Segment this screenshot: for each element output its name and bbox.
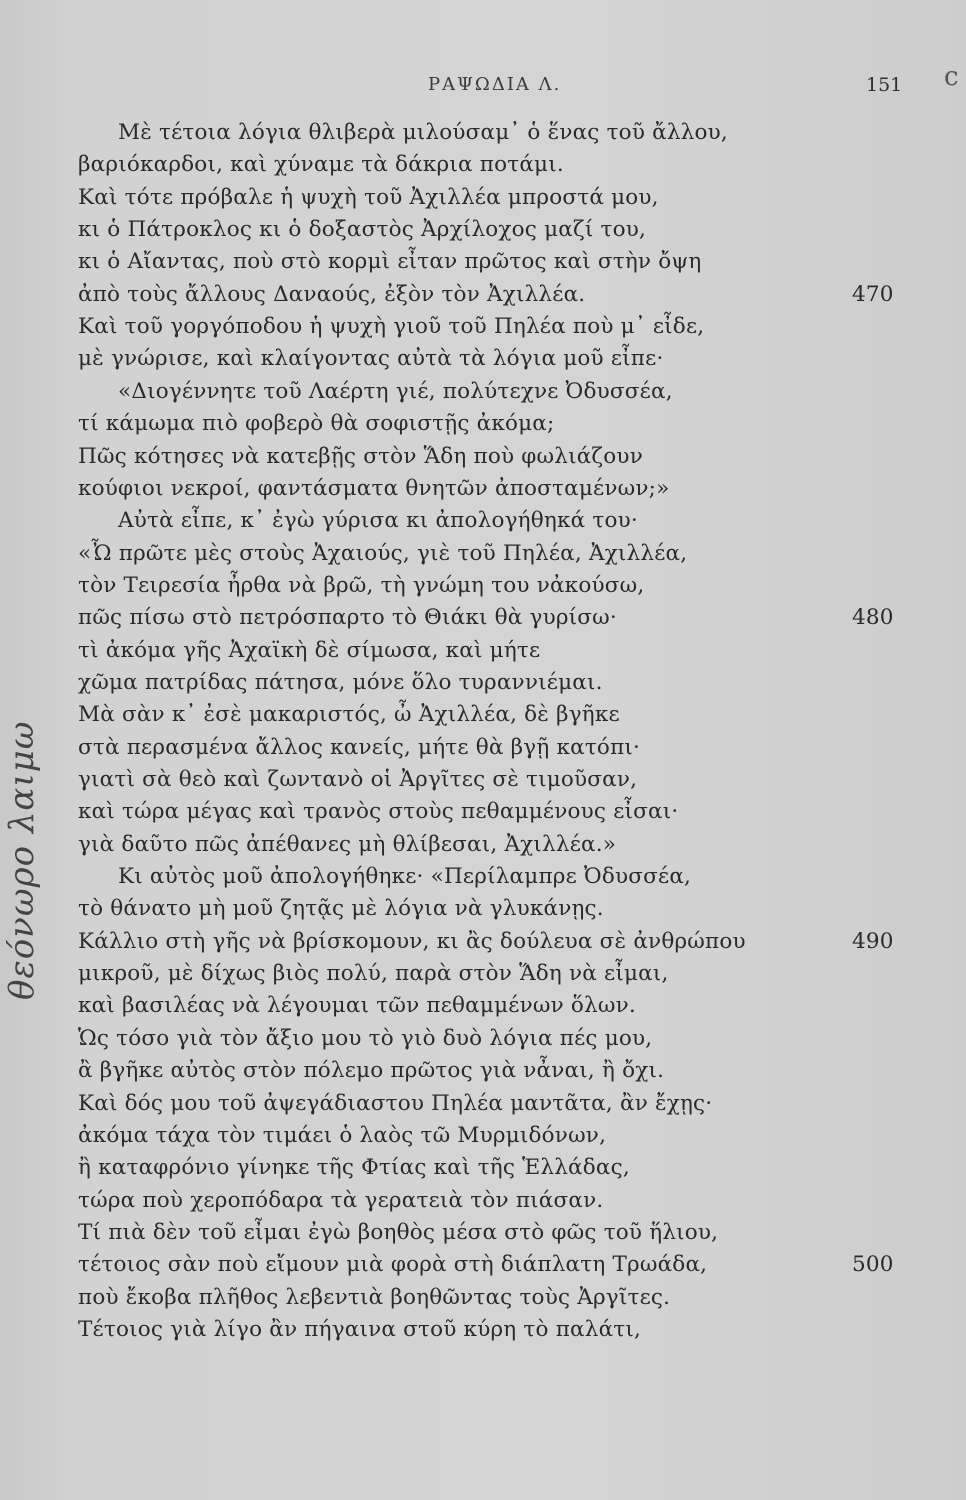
verse-text: Μὰ σὰν κ᾿ ἐσὲ μακαριστός, ὦ Ἀχιλλέα, δὲ βγῆκε [78, 702, 620, 728]
verse-line [0, 1252, 966, 1284]
verse-text: Καὶ τοῦ γοργόποδου ἡ ψυχὴ γιοῦ τοῦ Πηλέα ποὺ μ᾿ εἶδε, [78, 314, 705, 340]
verse-text: στὰ περασμένα ἄλλος κανείς, μήτε θὰ βγῇ κατόπι· [78, 734, 641, 760]
verse-line [0, 864, 966, 896]
verse-line [0, 702, 966, 734]
verse-text: τὶ ἀκόμα γῆς Ἀχαϊκὴ δὲ σίμωσα, καὶ μήτε [78, 637, 541, 663]
verse-line [0, 1220, 966, 1252]
verse-text: γιὰ δαῦτο πῶς ἀπέθανες μὴ θλίβεσαι, Ἀχιλλέα.» [78, 831, 617, 857]
verse-text: κι ὁ Πάτροκλος κι ὁ δοξαστὸς Ἀρχίλοχος μαζί του, [78, 217, 647, 243]
verse-line [0, 1285, 966, 1317]
verse-line [0, 1155, 966, 1187]
verse-line [0, 638, 966, 670]
verse-text: τί κάμωμα πιὸ φοβερὸ θὰ σοφιστῇς ἀκόμα; [78, 411, 555, 437]
verse-text: τέτοιος σὰν ποὺ εἴμουν μιὰ φορὰ στὴ διάπλατη Τρωάδα, [78, 1252, 708, 1278]
verse-line [0, 476, 966, 508]
verse-line [0, 799, 966, 831]
verse-line [0, 508, 966, 540]
handwritten-margin-note: θεόνωρο λαιμω [2, 720, 42, 1000]
verse-text: Ὡς τόσο γιὰ τὸν ἄξιο μου τὸ γιὸ δυὸ λόγια πές μου, [78, 1025, 653, 1051]
verse-text: «Διογέννητε τοῦ Λαέρτη γιέ, πολύτεχνε Ὀδυσσέα, [118, 378, 673, 404]
corner-pencil-mark: c [944, 62, 959, 92]
verse-line [0, 152, 966, 184]
verse-text: καὶ βασιλέας νὰ λέγουμαι τῶν πεθαμμένων ὅλων. [78, 993, 636, 1019]
verse-line [0, 605, 966, 637]
verse-text: ποὺ ἔκοβα πλῆθος λεβεντιὰ βοηθῶντας τοὺς Ἀργῖτες. [78, 1284, 671, 1310]
verse-text: χῶμα πατρίδας πάτησα, μόνε ὅλο τυραννιέμαι. [78, 669, 603, 695]
line-number: 490 [852, 928, 894, 954]
verse-line [0, 573, 966, 605]
line-number: 480 [852, 605, 894, 631]
verse-line [0, 411, 966, 443]
verse-line [0, 217, 966, 249]
verse-text: Μὲ τέτοια λόγια θλιβερὰ μιλούσαμ᾿ ὁ ἕνας τοῦ ἄλλου, [118, 120, 728, 145]
verse-line [0, 1188, 966, 1220]
verse-line [0, 1091, 966, 1123]
verse-text: Τί πιὰ δὲν τοῦ εἶμαι ἐγὼ βοηθὸς μέσα στὸ φῶς τοῦ ἥλιου, [78, 1219, 719, 1245]
verse-text: ἢ καταφρόνιο γίνηκε τῆς Φτίας καὶ τῆς Ἑλλάδας, [78, 1155, 630, 1181]
verse-line [0, 735, 966, 767]
verse-text: Κι αὐτὸς μοῦ ἀπολογήθηκε· «Περίλαμπρε Ὀδυσσέα, [118, 864, 692, 890]
verse-line [0, 670, 966, 702]
verse-line [0, 346, 966, 378]
verse-text: κούφιοι νεκροί, φαντάσματα θνητῶν ἀποσταμένων;» [78, 475, 670, 501]
chapter-title: ΡΑΨΩΔΙΑ Λ. [428, 74, 562, 95]
verse-line [0, 541, 966, 573]
line-number: 470 [852, 281, 894, 307]
verse-line [0, 961, 966, 993]
verse-text: κι ὁ Αἴαντας, ποὺ στὸ κορμὶ εἶταν πρῶτος καὶ στὴν ὄψη [78, 249, 702, 275]
verse-text: Αὐτὰ εἶπε, κ᾿ ἐγὼ γύρισα κι ἀπολογήθηκά του· [118, 508, 638, 534]
verse-text: γιατὶ σὰ θεὸ καὶ ζωντανὸ οἱ Ἀργῖτες σὲ τιμοῦσαν, [78, 767, 638, 792]
verse-text: ἀπὸ τοὺς ἄλλους Δαναούς, ἐξὸν τὸν Ἀχιλλέα. [78, 281, 586, 307]
verse-line [0, 185, 966, 217]
verse-line [0, 767, 966, 799]
verse-text: τὸ θάνατο μὴ μοῦ ζητᾷς μὲ λόγια νὰ γλυκάνῃς. [78, 896, 604, 922]
verse-line [0, 282, 966, 314]
verse-line [0, 993, 966, 1025]
verse-text: Κάλλιο στὴ γῆς νὰ βρίσκομουν, κι ἂς δούλευα σὲ ἀνθρώπου [78, 928, 746, 954]
verse-line [0, 249, 966, 281]
verse-text: τὸν Τειρεσία ἦρθα νὰ βρῶ, τὴ γνώμη του νἀκούσω, [78, 572, 645, 598]
verse-text: «Ὦ πρῶτε μὲς στοὺς Ἀχαιούς, γιὲ τοῦ Πηλέα, Ἀχιλλέα, [78, 540, 688, 566]
verse-line [0, 120, 966, 152]
verse-line [0, 314, 966, 346]
verse-text: τώρα ποὺ χεροπόδαρα τὰ γερατειὰ τὸν πιάσαν. [78, 1187, 604, 1213]
verse-line [0, 1026, 966, 1058]
verse-text: Πῶς κότησες νὰ κατεβῇς στὸν Ἅδη ποὺ φωλιάζουν [78, 443, 643, 469]
verse-line [0, 1123, 966, 1155]
verse-line [0, 379, 966, 411]
verse-line [0, 1317, 966, 1349]
verse-text: Καὶ δός μου τοῦ ἀψεγάδιαστου Πηλέα μαντᾶτα, ἂν ἔχῃς· [78, 1090, 713, 1116]
verse-line [0, 832, 966, 864]
verse-text: μικροῦ, μὲ δίχως βιὸς πολύ, παρὰ στὸν Ἅδη νὰ εἶμαι, [78, 961, 669, 987]
verse-line [0, 929, 966, 961]
verse-text: Καὶ τότε πρόβαλε ἡ ψυχὴ τοῦ Ἀχιλλέα μπροστά μου, [78, 184, 659, 210]
verse-text: ἂ βγῆκε αὐτὸς στὸν πόλεμο πρῶτος γιὰ νἆναι, ἢ ὄχι. [78, 1058, 665, 1084]
line-number: 500 [852, 1252, 894, 1278]
verse-text: βαριόκαρδοι, καὶ χύναμε τὰ δάκρια ποτάμι. [78, 152, 564, 178]
verse-text: καὶ τώρα μέγας καὶ τρανὸς στοὺς πεθαμμένους εἶσαι· [78, 799, 679, 825]
verse-text: μὲ γνώρισε, καὶ κλαίγοντας αὐτὰ τὰ λόγια μοῦ εἶπε· [78, 346, 664, 372]
verse-line [0, 896, 966, 928]
verse-line [0, 1058, 966, 1090]
verse-line [0, 444, 966, 476]
verse-text: Τέτοιος γιὰ λίγο ἂν πήγαινα στοῦ κύρη τὸ παλάτι, [78, 1316, 642, 1342]
running-head [0, 74, 966, 104]
page-number: 151 [866, 74, 903, 96]
verse-text: πῶς πίσω στὸ πετρόσπαρτο τὸ Θιάκι θὰ γυρίσω· [78, 605, 617, 631]
verse-text: ἀκόμα τάχα τὸν τιμάει ὁ λαὸς τῶ Μυρμιδόνων, [78, 1122, 607, 1148]
